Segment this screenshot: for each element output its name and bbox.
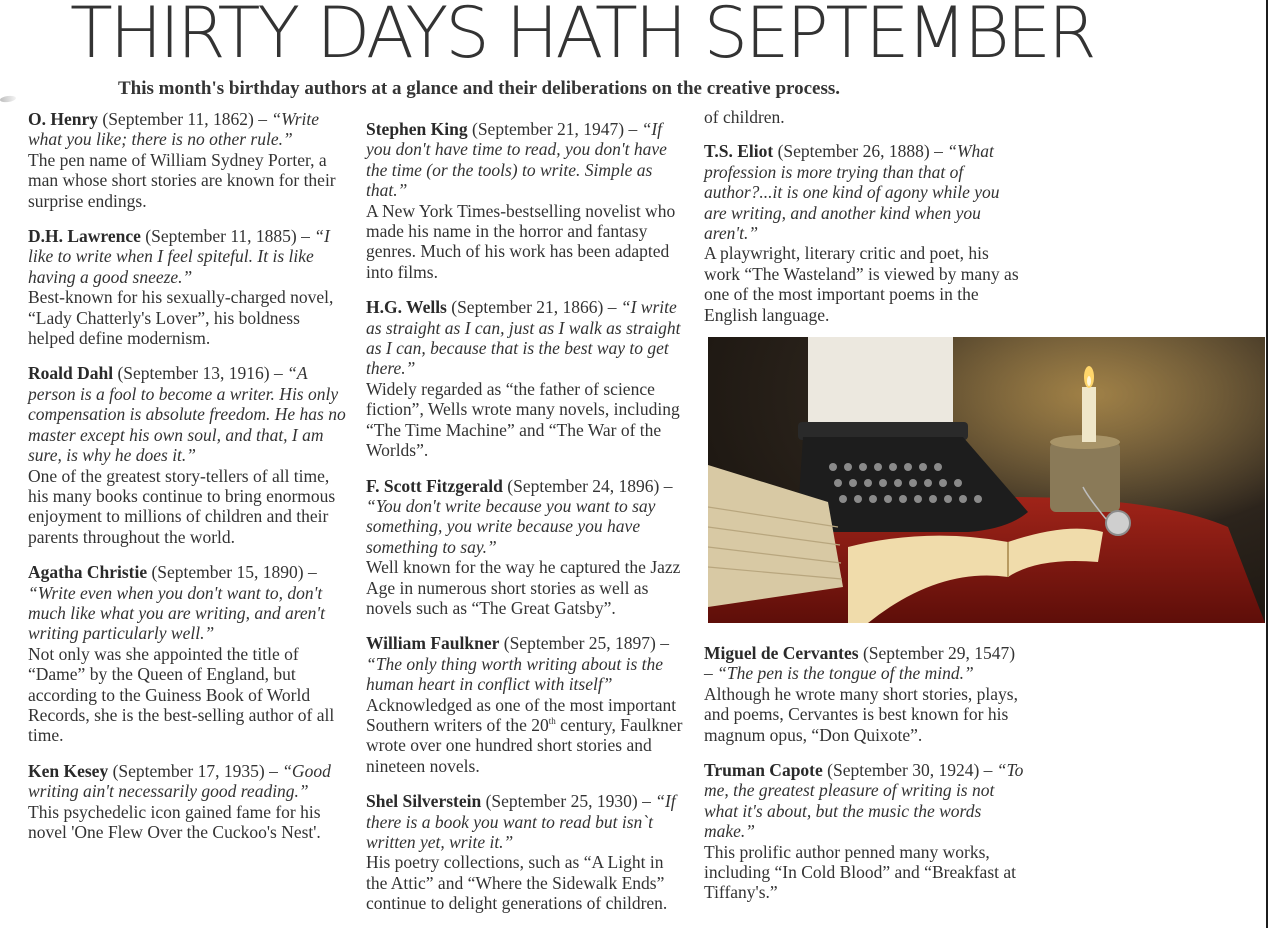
author-date: (September 17, 1935) – — [108, 760, 283, 781]
author-name: O. Henry — [28, 109, 98, 129]
column-2 — [366, 119, 686, 929]
author-name: Shel Silverstein — [366, 791, 482, 812]
author-date: (September 21, 1947) – — [467, 119, 642, 139]
author-entry-miguel-de-cervantes — [704, 643, 1026, 745]
page-edge-rule — [1266, 0, 1268, 928]
author-name: H.G. Wells — [366, 297, 447, 318]
author-date: (September 29, 1547) – — [704, 643, 1016, 684]
author-quote: “I write as straight as I can, just as I walk as straight as I can, because that is the best way to get there.” — [366, 297, 681, 379]
author-entry-ts-eliot — [704, 141, 1026, 325]
author-entry-shel-silverstein — [366, 791, 686, 913]
author-name: D.H. Lawrence — [28, 226, 141, 247]
author-description: A New York Times-bestselling novelist who made his name in the horror and fantasy genres. Much of his work has been adapted into films. — [366, 200, 676, 282]
photo-illustration — [708, 337, 1265, 623]
author-entry-roald-dahl — [28, 363, 350, 547]
author-name: Truman Capote — [704, 760, 823, 781]
author-quote: “Write even when you don't want to, don't much like what you are writing, and aren't writing particularly well.” — [28, 582, 325, 644]
author-name: Miguel de Cervantes — [704, 643, 859, 663]
typewriter-paper — [808, 337, 953, 427]
author-name: T.S. Eliot — [704, 141, 774, 162]
author-entry-william-faulkner — [366, 633, 686, 776]
author-entry-dh-lawrence — [28, 226, 350, 348]
page-subtitle: This month's birthday authors at a glance and their deliberations on the creative process. — [118, 78, 841, 99]
author-date: (September 11, 1885) – — [140, 226, 315, 247]
author-date: (September 15, 1890) – — [147, 562, 317, 583]
author-name: Stephen King — [366, 119, 468, 139]
author-date: (September 26, 1888) – — [773, 141, 948, 162]
author-name: William Faulkner — [366, 633, 500, 654]
continued-text: of children. — [704, 107, 785, 127]
author-description: This prolific author penned many works, including “In Cold Blood” and “Breakfast at Tiffany's.” — [704, 841, 1017, 903]
column-1 — [28, 109, 350, 857]
author-description: Although he wrote many short stories, plays, and poems, Cervantes is best known for his magnum opus, “Don Quixote”. — [704, 683, 1018, 745]
author-date: (September 11, 1862) – — [98, 109, 272, 129]
author-name: Ken Kesey — [28, 760, 109, 781]
author-entry-agatha-christie — [28, 562, 350, 746]
author-description-tail: century, Faulkner wrote over one hundred short stories and nineteen novels. — [366, 714, 683, 776]
author-quote: “Good writing ain't necessarily good reading.” — [28, 760, 331, 802]
author-description: Best-known for his sexually-charged novel, “Lady Chatterly's Lover”, his boldness helped define modernism. — [28, 287, 334, 349]
author-quote: “To me, the greatest pleasure of writing is not what it's about, but the music the words make.” — [704, 760, 1024, 842]
author-name: Roald Dahl — [28, 363, 114, 384]
ordinal-suffix: th — [548, 716, 556, 727]
margin-mark — [0, 95, 16, 103]
author-description-text: Acknowledged as one of the most important Southern writers of the 20 — [366, 694, 677, 735]
author-entry-truman-capote — [704, 760, 1026, 903]
author-description: One of the greatest story-tellers of all time, his many books continue to bring enormous enjoyment to millions of children and their parents throughout the world. — [28, 465, 336, 547]
author-name: Agatha Christie — [28, 562, 148, 583]
author-date: (September 25, 1897) – — [499, 633, 669, 654]
author-date: (September 21, 1866) – — [446, 297, 621, 318]
candle-flame-core — [1087, 376, 1091, 386]
author-date: (September 13, 1916) – — [113, 363, 288, 384]
author-description: The pen name of William Sydney Porter, a man whose short stories are known for their surprise endings. — [28, 149, 336, 211]
author-description: Widely regarded as “the father of science fiction”, Wells wrote many novels, including “The Time Machine” and “The War of the Worlds”. — [366, 378, 680, 461]
author-entry-f-scott-fitzgerald — [366, 476, 686, 619]
author-quote: “What profession is more trying than that of author?...it is one kind of agony while you are writing, and another kind when you aren't.” — [704, 141, 1000, 244]
column-3-top — [704, 107, 1026, 340]
author-description: His poetry collections, such as “A Light in the Attic” and “Where the Sidewalk Ends” continue to delight generations of children. — [366, 852, 668, 914]
author-quote: “I like to write when I feel spiteful. It is like having a good sneeze.” — [28, 226, 330, 287]
author-quote: “The pen is the tongue of the mind.” — [717, 663, 974, 684]
author-quote: “You don't write because you want to say something, you write because you have something to say.” — [366, 495, 656, 557]
author-description: Not only was she appointed the title of “Dame” by the Queen of England, but according to the Guiness Book of World Records, she is the best-selling author of all time. — [28, 643, 335, 746]
author-description: Well known for the way he captured the Jazz Age in numerous short stories as well as novels such as “The Great Gatsby”. — [366, 557, 681, 618]
author-entry-stephen-king — [366, 119, 686, 282]
candle-holder — [1050, 442, 1120, 512]
author-quote: “If you don't have time to read, you don't have the time (or the tools) to write. Simple as that.” — [366, 119, 667, 201]
typewriter-candle-photo — [708, 337, 1265, 623]
author-name: F. Scott Fitzgerald — [366, 475, 503, 496]
candle — [1082, 387, 1096, 442]
author-date: (September 30, 1924) – — [822, 760, 997, 781]
author-entry-ken-kesey — [28, 761, 350, 843]
author-quote: “If there is a book you want to read but isn`t written yet, write it.” — [366, 791, 676, 852]
author-description: A playwright, literary critic and poet, his work “The Wasteland” is viewed by many as one of the most important poems in the English language. — [704, 243, 1019, 325]
author-date: (September 25, 1930) – — [481, 791, 656, 812]
author-entry-o-henry — [28, 109, 350, 211]
author-description — [366, 695, 686, 777]
column-3-bottom — [704, 643, 1026, 918]
author-description: This psychedelic icon gained fame for his novel 'One Flew Over the Cuckoo's Nest'. — [28, 801, 321, 842]
author-quote: “Write what you like; there is no other rule.” — [28, 109, 319, 150]
author-quote: “The only thing worth writing about is the human heart in conflict with itself” — [366, 653, 664, 695]
page-title: THIRTY DAYS HATH SEPTEMBER — [70, 0, 1094, 74]
pocket-watch — [1106, 511, 1130, 535]
author-entry-hg-wells — [366, 297, 686, 460]
author-date: (September 24, 1896) – — [502, 475, 673, 496]
author-quote: “A person is a fool to become a writer. His only compensation is absolute freedom. He has no master except his own soul, and that, I am sure, is why he does it.” — [28, 363, 346, 466]
